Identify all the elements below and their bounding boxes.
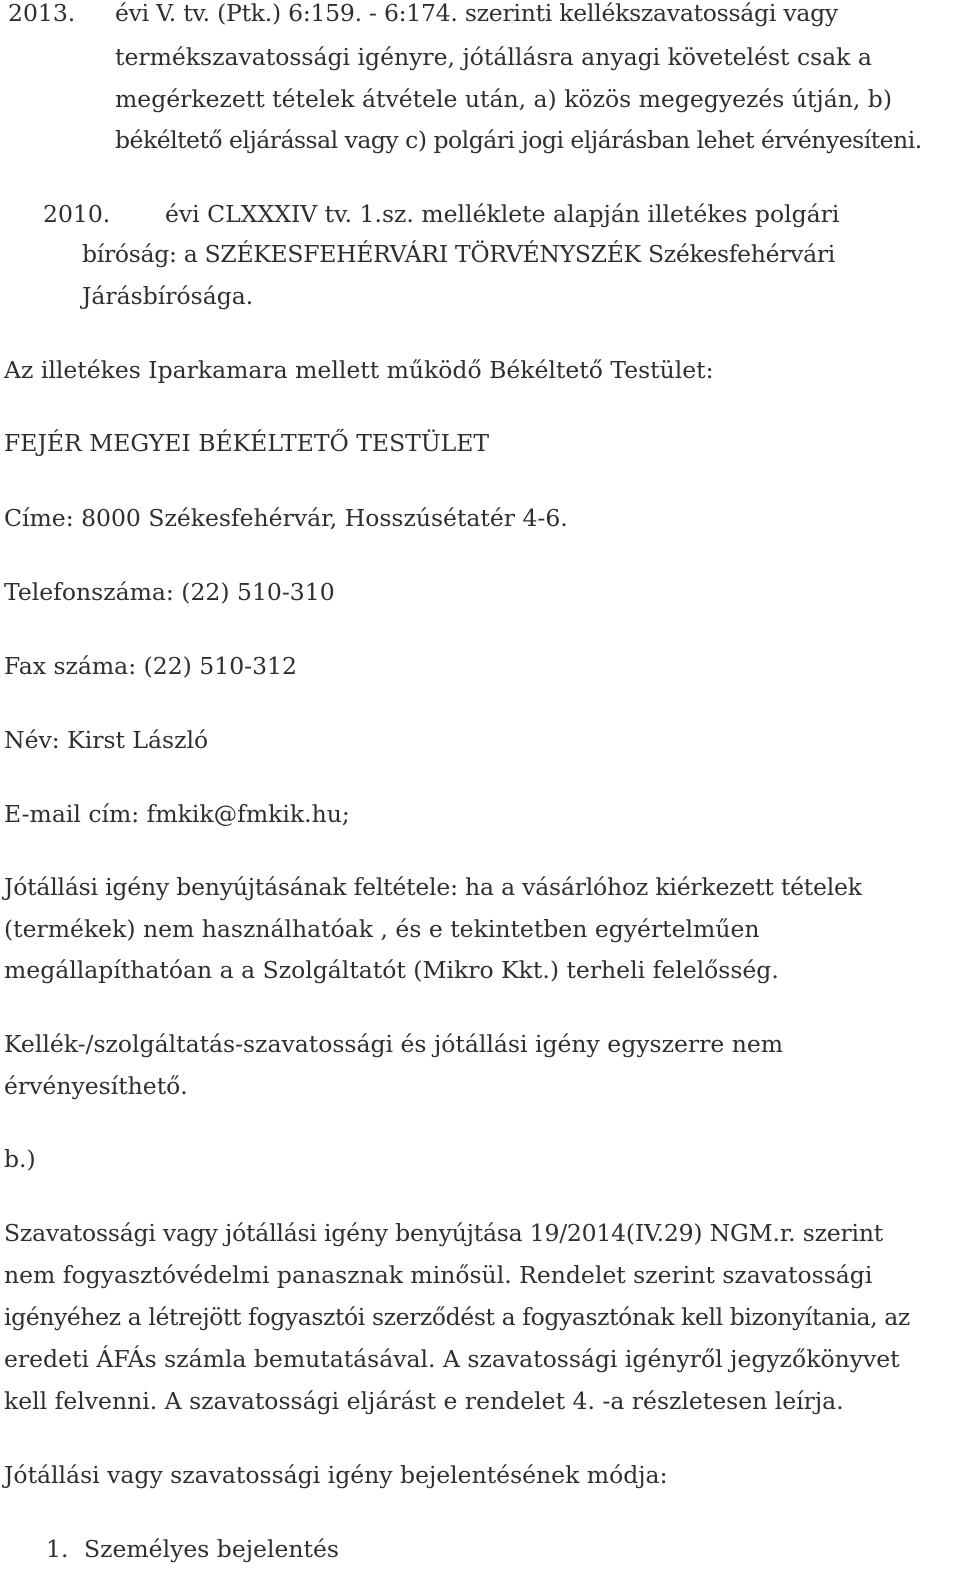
list-item-text-line: termékszavatossági igényre, jótállásra anyagi követelést csak a	[115, 43, 872, 71]
list-item-text-line: évi CLXXXIV tv. 1.sz. melléklete alapján illetékes polgári	[165, 200, 840, 228]
list-item-text-line: Járásbírósága.	[82, 282, 254, 310]
list-item-number: 2010.	[43, 200, 111, 228]
heading-bejelentes-modja: Jótállási vagy szavatossági igény bejelentésének módja:	[4, 1461, 668, 1489]
list-item-text: Személyes bejelentés	[84, 1535, 339, 1563]
list-item-text-line: békéltető eljárással vagy c) polgári jogi eljárásban lehet érvényesíteni.	[115, 126, 922, 154]
testulet-name: FEJÉR MEGYEI BÉKÉLTETŐ TESTÜLET	[4, 429, 490, 457]
list-item-text-line: évi V. tv. (Ptk.) 6:159. - 6:174. szerinti kellékszavatossági vagy	[115, 0, 838, 27]
paragraph-jotallas-line: Jótállási igény benyújtásának feltétele: ha a vásárlóhoz kiérkezett tételek	[4, 873, 862, 901]
list-item-number: 2013.	[8, 0, 76, 27]
paragraph-kellek-line: érvényesíthető.	[4, 1072, 188, 1100]
paragraph-kellek-line: Kellék-/szolgáltatás-szavatossági és jótállási igény egyszerre nem	[4, 1030, 784, 1058]
paragraph-testulet-intro: Az illetékes Iparkamara mellett működő Békéltető Testület:	[4, 356, 714, 384]
list-item-text-line: megérkezett tételek átvétele után, a) közös megegyezés útján, b)	[115, 85, 892, 113]
paragraph-jotallas-line: (termékek) nem használhatóak , és e tekintetben egyértelműen	[4, 915, 760, 943]
paragraph-szavatossag-line: igényéhez a létrejött fogyasztói szerződést a fogyasztónak kell bizonyítania, az	[4, 1303, 910, 1331]
email-line: E-mail cím: fmkik@fmkik.hu;	[4, 800, 350, 828]
fax-line: Fax száma: (22) 510-312	[4, 652, 297, 680]
list-item-number: 1.	[46, 1535, 69, 1563]
contact-name-line: Név: Kirst László	[4, 726, 209, 754]
address-line: Címe: 8000 Székesfehérvár, Hosszúsétatér 4-6.	[4, 504, 568, 532]
paragraph-szavatossag-line: nem fogyasztóvédelmi panasznak minősül. Rendelet szerint szavatossági	[4, 1261, 873, 1289]
list-item-text-line: bíróság: a SZÉKESFEHÉRVÁRI TÖRVÉNYSZÉK Székesfehérvári	[82, 240, 835, 268]
paragraph-szavatossag-line: Szavatossági vagy jótállási igény benyújtása 19/2014(IV.29) NGM.r. szerint	[4, 1219, 883, 1247]
phone-line: Telefonszáma: (22) 510-310	[4, 578, 335, 606]
paragraph-szavatossag-line: eredeti ÁFÁs számla bemutatásával. A szavatossági igényről jegyzőkönyvet	[4, 1345, 900, 1373]
section-marker-b: b.)	[4, 1145, 36, 1173]
paragraph-szavatossag-line: kell felvenni. A szavatossági eljárást e rendelet 4. -a részletesen leírja.	[4, 1387, 844, 1415]
paragraph-jotallas-line: megállapíthatóan a a Szolgáltatót (Mikro Kkt.) terheli felelősség.	[4, 956, 779, 984]
